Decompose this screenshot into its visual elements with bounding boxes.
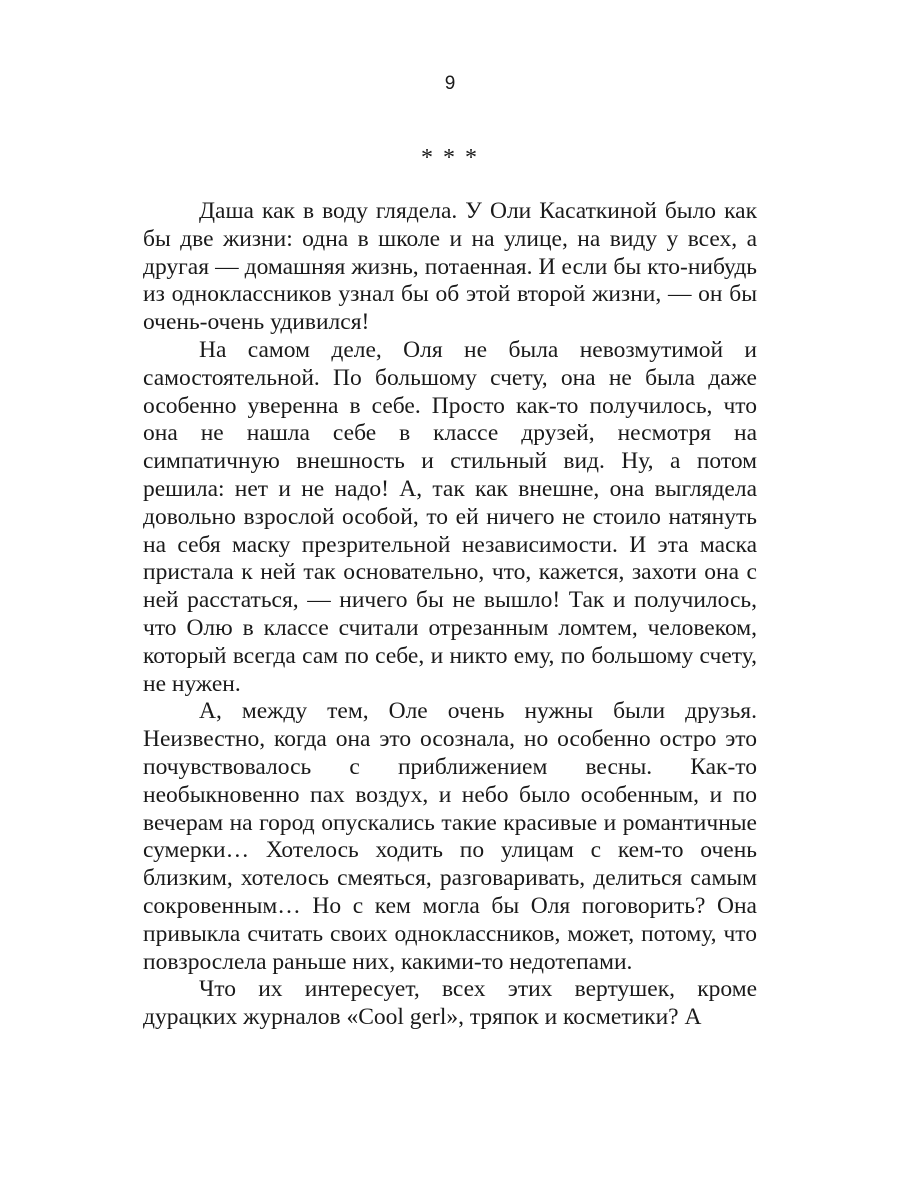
paragraph: Даша как в воду глядела. У Оли Касаткиной было как бы две жизни: одна в школе и на улице, на виду у всех, а другая — домашняя жизнь, потаенная. И если бы кто-нибудь из одноклассников узнал бы об этой второй жизни, — он бы очень-очень удивился! — [143, 198, 757, 336]
paragraph: А, между тем, Оле очень нужны были друзья. Неизвестно, когда она это осознала, но особенно остро это почувствовалось с приближением весны. Как-то необыкновенно пах воздух, и небо было особенным, и по вечерам на город опускались такие красивые и романтичные сумерки… Хотелось ходить по улицам с кем-то очень близким, хотелось смеяться, разговаривать, делиться самым сокровенным… Но с кем могла бы Оля поговорить? Она привыкла считать своих одноклассников, может, потому, что повзрослела раньше них, какими-то недотепами. — [143, 698, 757, 975]
page-number: 9 — [444, 73, 456, 94]
text-body — [143, 198, 757, 1032]
paragraph: Что их интересует, всех этих вертушек, кроме дурацких журналов «Cool gerl», тряпок и косметики? А — [143, 976, 757, 1031]
paragraph: На самом деле, Оля не была невозмутимой и самостоятельной. По большому счету, она не была даже особенно уверенна в себе. Просто как-то получилось, что она не нашла себе в классе друзей, несмотря на симпатичную внешность и стильный вид. Ну, а потом решила: нет и не надо! А, так как внешне, она выглядела довольно взрослой особой, то ей ничего не стоило натянуть на себя маску презрительной независимости. И эта маска пристала к ней так основательно, что, кажется, захоти она с ней расстаться, — ничего бы не вышло! Так и получилось, что Олю в классе считали отрезанным ломтем, человеком, который всегда сам по себе, и никто ему, по большому счету, не нужен. — [143, 336, 757, 697]
section-separator: * * * — [421, 145, 479, 171]
